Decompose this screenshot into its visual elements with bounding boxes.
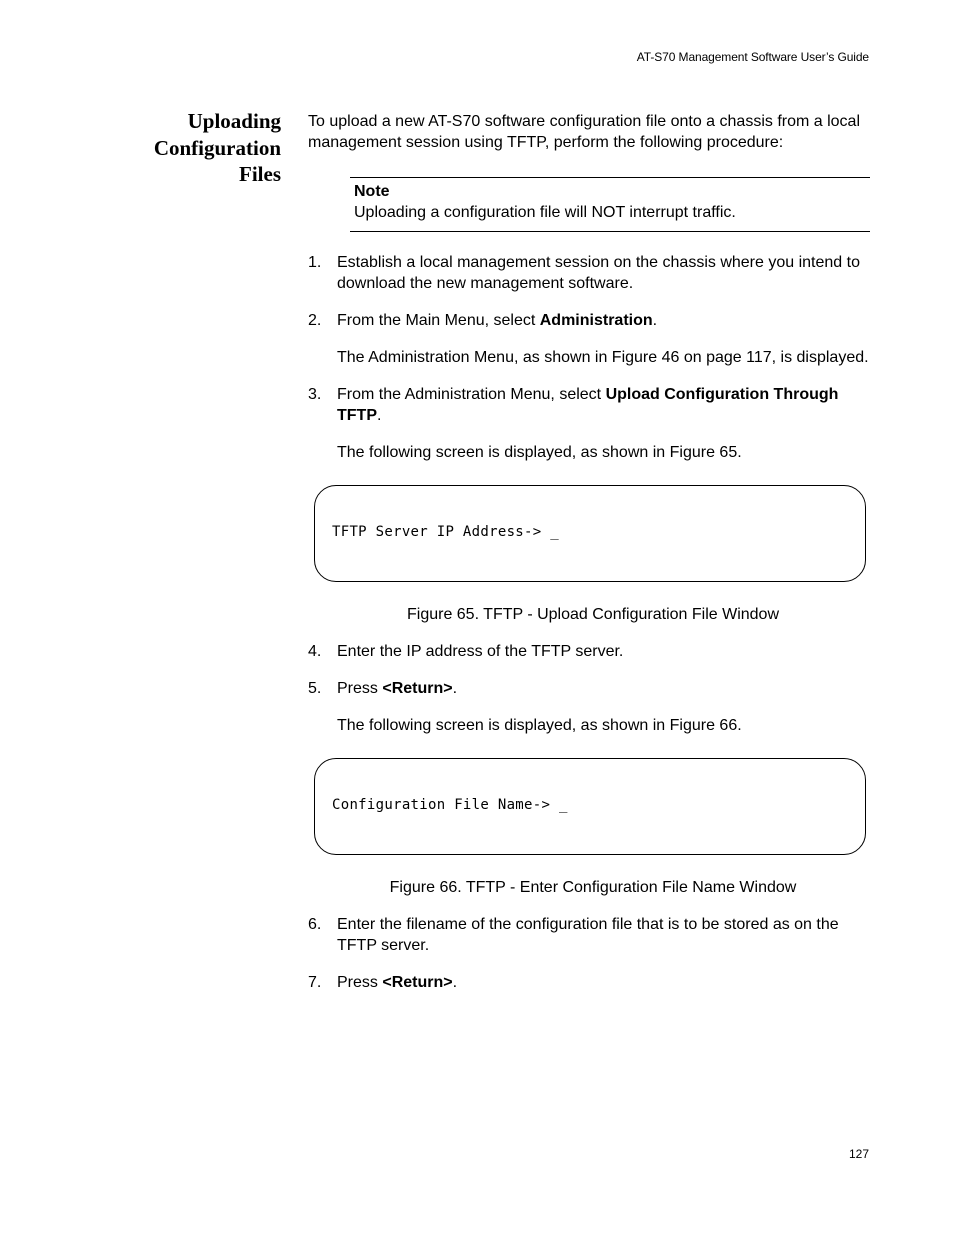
- step-5-result: The following screen is displayed, as shown in Figure 66.: [337, 717, 742, 734]
- step-number: 7.: [308, 974, 322, 991]
- step-number: 6.: [308, 916, 322, 933]
- step-1: [308, 252, 874, 294]
- section-title-line: Uploading: [187, 109, 281, 133]
- step-text: Enter the IP address of the TFTP server.: [337, 643, 624, 660]
- step-text: [337, 310, 874, 331]
- step-text-post: .: [652, 312, 658, 329]
- intro-paragraph: To upload a new AT-S70 software configuration file onto a chassis from a local management session using TFTP, perform the following procedure:: [308, 113, 861, 151]
- section-title-line: Files: [239, 162, 281, 186]
- figure-66-caption: Figure 66. TFTP - Enter Configuration File Name Window: [389, 879, 797, 896]
- config-file-name-prompt: Configuration File Name-> _: [332, 797, 568, 813]
- figure-65-screen: [314, 485, 866, 582]
- step-6: [308, 914, 874, 956]
- figure-66-screen: [314, 758, 866, 855]
- step-4: [308, 641, 874, 662]
- page-number: 127: [848, 1147, 869, 1161]
- menu-option-administration: Administration: [539, 312, 653, 329]
- step-text: [337, 678, 874, 699]
- step-text: Establish a local management session on the chassis where you intend to download the new management software.: [337, 254, 860, 292]
- step-3: [308, 384, 874, 426]
- step-text-pre: From the Administration Menu, select: [337, 386, 606, 403]
- running-header: AT-S70 Management Software User’s Guide: [636, 50, 869, 64]
- step-number: 2.: [308, 312, 322, 329]
- step-text-post: .: [452, 974, 458, 991]
- step-5: [308, 678, 874, 699]
- step-7: [308, 972, 874, 993]
- step-text-pre: From the Main Menu, select: [337, 312, 540, 329]
- step-text-pre: Press: [337, 680, 383, 697]
- note-box: [350, 177, 870, 232]
- step-text-post: .: [377, 407, 382, 424]
- step-2-result: The Administration Menu, as shown in Figure 46 on page 117, is displayed.: [337, 349, 869, 366]
- note-text: Uploading a configuration file will NOT interrupt traffic.: [354, 204, 736, 221]
- tftp-server-ip-prompt: TFTP Server IP Address-> _: [332, 524, 559, 540]
- figure-65-caption: Figure 65. TFTP - Upload Configuration File Window: [406, 606, 779, 623]
- step-text-pre: Press: [337, 974, 383, 991]
- key-return: <Return>: [382, 680, 453, 697]
- step-text: [337, 972, 874, 993]
- step-3-result: The following screen is displayed, as shown in Figure 65.: [337, 444, 742, 461]
- note-title: Note: [354, 183, 390, 200]
- step-number: 5.: [308, 680, 322, 697]
- key-return: <Return>: [382, 974, 453, 991]
- section-title: [120, 108, 281, 188]
- step-number: 4.: [308, 643, 322, 660]
- step-text: [337, 384, 874, 426]
- step-text-post: .: [452, 680, 458, 697]
- step-2: [308, 310, 874, 331]
- section-title-line: Configuration: [153, 135, 281, 160]
- step-number: 3.: [308, 386, 322, 403]
- menu-option-upload-configuration: Upload Configuration Through TFTP: [337, 386, 839, 424]
- step-text: Enter the filename of the configuration file that is to be stored as on the TFTP server.: [337, 916, 839, 954]
- main-content: [308, 111, 874, 1009]
- step-number: 1.: [308, 254, 322, 271]
